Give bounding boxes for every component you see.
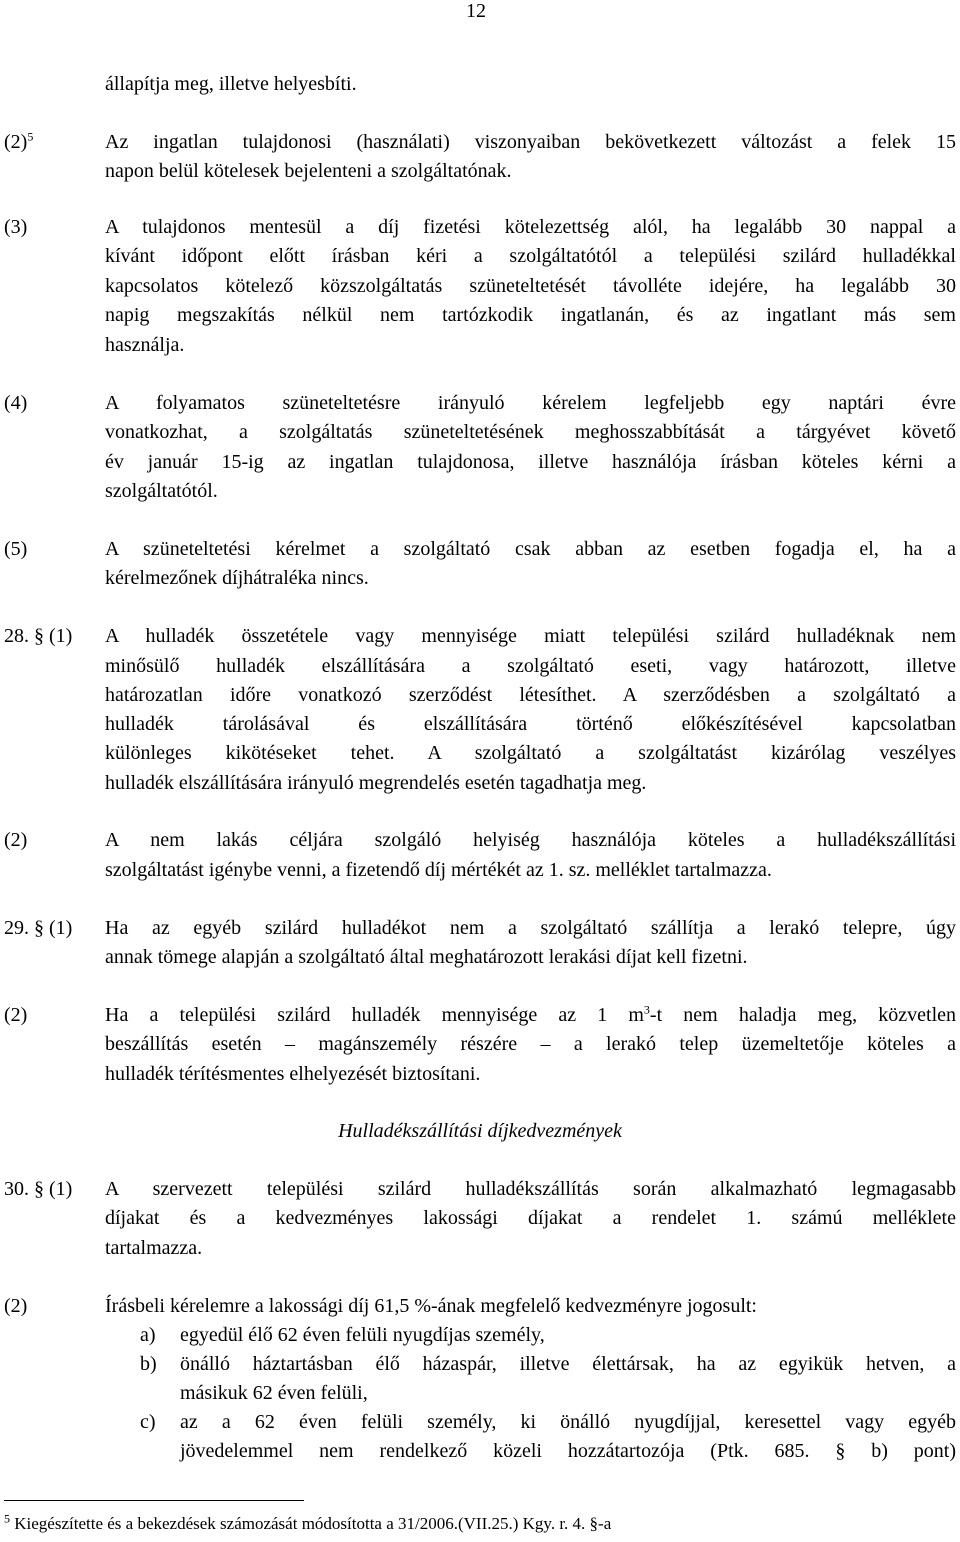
- p3-line-1: A tulajdonos mentesül a díj fizetési kötelezettség alól, ha legalább 30 nappal a: [105, 216, 956, 238]
- s30-1-line-2: díjakat és a kedvezményes lakossági díjakat a rendelet 1. számú melléklete: [105, 1207, 956, 1229]
- item-b-label: b): [140, 1353, 157, 1375]
- s29-2-line-1: Ha a települési szilárd hulladék mennyisége az 1 $m^3-t$ nem haladja meg, közvetlen: [105, 1002, 956, 1026]
- s28-1-line-1: A hulladék összetétele vagy mennyisége miatt települési szilárd hulladéknak nem: [105, 625, 956, 647]
- p3-line-2: kívánt időpont előtt írásban kéri a szolgáltatótól a települési szilárd hulladékkal: [105, 245, 956, 267]
- s30-1-line-3: tartalmazza.: [105, 1237, 203, 1259]
- p4-label: (4): [4, 392, 28, 414]
- p3-line-4: napig megszakítás nélkül nem tartózkodik ingatlanán, és az ingatlant más sem: [105, 304, 956, 326]
- p2-line-2: napon belül kötelesek bejelenteni a szolgáltatónak.: [105, 160, 512, 182]
- item-a-label: a): [140, 1324, 156, 1346]
- s29-2-line-2: beszállítás esetén – magánszemély részére – a lerakó telep üzemeltetője köteles a: [105, 1033, 956, 1055]
- p3-label: (3): [4, 216, 28, 238]
- footnote-rule: [4, 1500, 304, 1501]
- s28-1-line-3: határozatlan időre vonatkozó szerződést létesíthet. A szerződésben a szolgáltató a: [105, 684, 956, 706]
- section-heading: Hulladékszállítási díjkedvezmények: [338, 1120, 622, 1142]
- page-number: 12: [466, 0, 486, 22]
- s29-1-line-1: Ha az egyéb szilárd hulladékot nem a szolgáltató szállítja a lerakó telepre, úgy: [105, 917, 956, 939]
- s28-2-line-1: A nem lakás céljára szolgáló helyiség használója köteles a hulladékszállítási: [105, 829, 956, 851]
- footnote: $^5$ Kiegészítette és a bekezdések számozását módosította a 31/2006.(VII.25.) Kgy. r. 4. §-a: [4, 1511, 612, 1533]
- top-line: állapítja meg, illetve helyesbíti.: [105, 73, 357, 95]
- p5-label: (5): [4, 538, 28, 560]
- item-a-line-1: egyedül élő 62 éven felüli nyugdíjas személy,: [180, 1324, 545, 1346]
- s29-1-label: 29. § (1): [4, 917, 73, 939]
- item-b-line-2: másikuk 62 éven felüli,: [180, 1382, 368, 1404]
- s29-2-line-3: hulladék térítésmentes elhelyezését biztosítani.: [105, 1063, 481, 1085]
- item-b-line-1: önálló háztartásban élő házaspár, illetve élettársak, ha az egyikük hetven, a: [180, 1353, 956, 1375]
- p4-line-2: vonatkozhat, a szolgáltatás szüneteltetésének meghosszabbítását a tárgyévet követő: [105, 421, 956, 443]
- item-c-line-2: jövedelemmel nem rendelkező közeli hozzátartozója (Ptk. 685. § b) pont): [180, 1440, 956, 1462]
- s29-1-line-2: annak tömege alapján a szolgáltató által meghatározott lerakási díjat kell fizetni.: [105, 946, 748, 968]
- p4-line-1: A folyamatos szüneteltetésre irányuló kérelem legfeljebb egy naptári évre: [105, 392, 956, 414]
- s28-2-label: (2): [4, 829, 28, 851]
- s28-1-line-6: hulladék elszállítására irányuló megrendelés esetén tagadhatja meg.: [105, 772, 647, 794]
- p3-line-3: kapcsolatos kötelező közszolgáltatás szüneteltetését távolléte idejére, ha legalább 30: [105, 275, 956, 297]
- p5-line-2: kérelmezőnek díjhátraléka nincs.: [105, 567, 369, 589]
- s30-2-intro: Írásbeli kérelemre a lakossági díj 61,5 %-ának megfelelő kedvezményre jogosult:: [105, 1295, 757, 1317]
- p2-label: $(2)^5$: [4, 129, 34, 153]
- item-c-line-1: az a 62 éven felüli személy, ki önálló nyugdíjjal, keresettel vagy egyéb: [180, 1411, 956, 1433]
- s30-1-label: 30. § (1): [4, 1178, 73, 1200]
- p4-line-4: szolgáltatótól.: [105, 480, 218, 502]
- p5-line-1: A szüneteltetési kérelmet a szolgáltató csak abban az esetben fogadja el, ha a: [105, 538, 956, 560]
- s29-2-label: (2): [4, 1004, 28, 1026]
- p2-line-1: Az ingatlan tulajdonosi (használati) viszonyaiban bekövetkezett változást a felek 15: [105, 131, 956, 153]
- s28-1-line-2: minősülő hulladék elszállítására a szolgáltató eseti, vagy határozott, illetve: [105, 655, 956, 677]
- s28-1-line-5: különleges kikötéseket tehet. A szolgáltató a szolgáltatást kizárólag veszélyes: [105, 742, 956, 764]
- s28-1-label: 28. § (1): [4, 625, 73, 647]
- s28-2-line-2: szolgáltatást igénybe venni, a fizetendő díj mértékét az 1. sz. melléklet tartalmazza.: [105, 859, 772, 881]
- s30-1-line-1: A szervezett települési szilárd hulladékszállítás során alkalmazható legmagasabb: [105, 1178, 956, 1200]
- s28-1-line-4: hulladék tárolásával és elszállítására történő előkészítésével kapcsolatban: [105, 713, 956, 735]
- item-c-label: c): [140, 1411, 156, 1433]
- s30-2-label: (2): [4, 1295, 28, 1317]
- p4-line-3: év január 15-ig az ingatlan tulajdonosa, illetve használója írásban köteles kérni a: [105, 451, 956, 473]
- p3-line-5: használja.: [105, 334, 185, 356]
